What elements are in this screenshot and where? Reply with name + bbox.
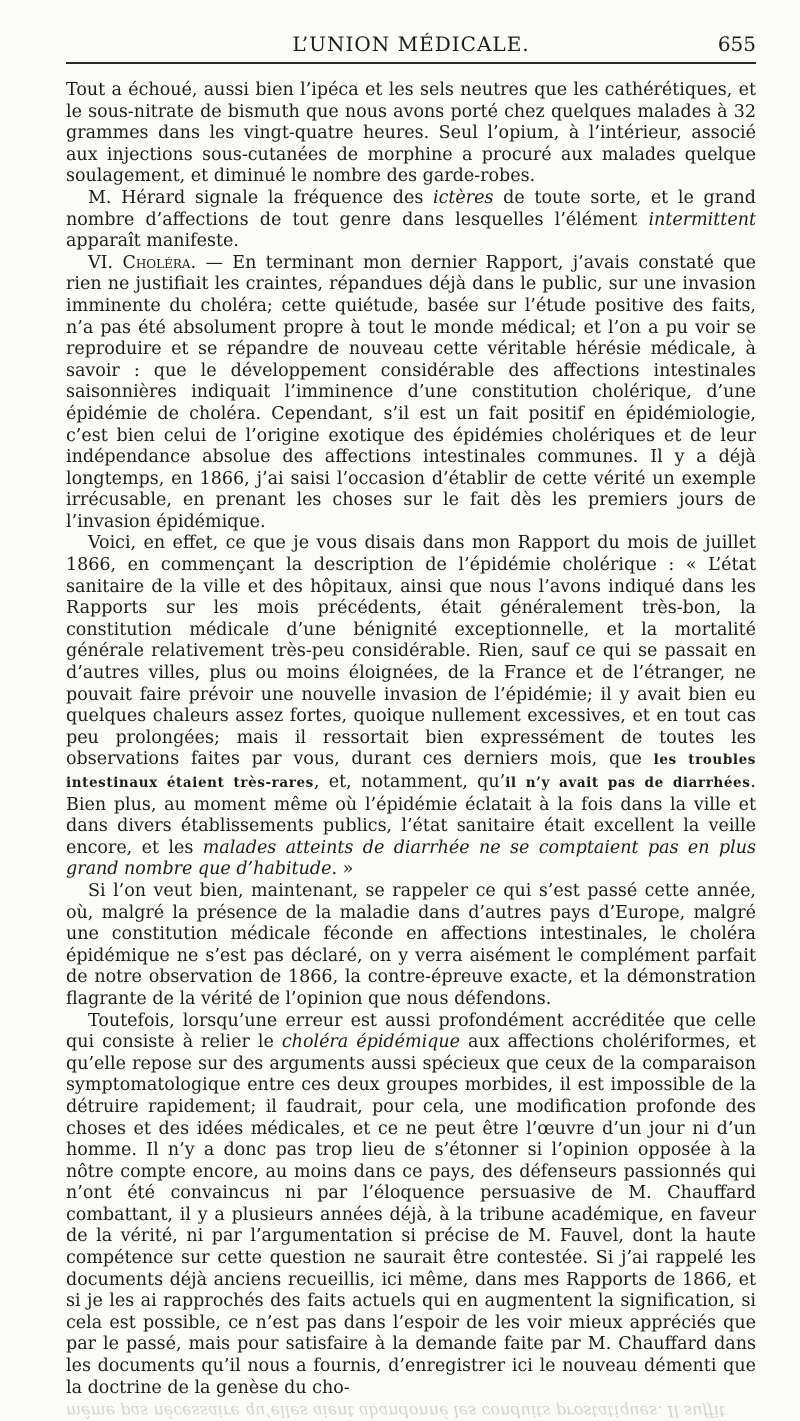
emphasis-intermittent: intermittent	[648, 209, 756, 230]
paragraph-cholera: VI. Choléra. — En terminant mon dernier Rapport, j’avais constaté que rien ne justifiait les craintes, répandues déjà dans le public, sur une invasion imminente du choléra; cette quiétude, basée sur l’étude positive des faits, n’a pas été absolument propre à tout le monde médical; et l’on a pu voir se reproduire et se répandre de nouveau cette véritable hérésie médicale, à savoir : que le développement considérable des affections intestinales saisonnières indiquait l’imminence d’une constitution cholérique, d’une épidémie de choléra. Cependant, s’il est un fait positif en épidémiologie, c’est bien celui de l’origine exotique des épidémies cholériques et de leur indépendance absolue des affections intestinales communes. Il y a déjà longtemps, en 1866, j’ai saisi l’occasion d’établir de cette vérité un exemple irrécusable, en prenant les choses sur le fait dès les premiers jours de l’invasion épidémique.	[66, 252, 756, 532]
section-number: VI.	[88, 252, 114, 273]
paragraph-herard: M. Hérard signale la fréquence des ictères de toute sorte, et le grand nombre d’affections de tout genre dans lesquelles l’élément intermittent apparaît manifeste.	[66, 187, 756, 252]
bleed-through-text: même pas nécessaire qu’elles aient abandonné les conduits prostatiques. Il suffit	[66, 1402, 726, 1421]
emphasis-cholera-epidemique: choléra épidémique	[281, 1032, 461, 1053]
paragraph-quote-1866: Voici, en effet, ce que je vous disais dans mon Rapport du mois de juillet 1866, en commençant la description de l’épidémie cholérique : « L’état sanitaire de la ville et des hôpitaux, ainsi que nous l’avons indiqué dans les Rapports sur les mois précédents, était généralement très-bon, la constitution médicale d’une bénignité exceptionnelle, et la mortalité générale relativement très-peu considérable. Rien, sauf ce qui se passait en d’autres villes, plus ou moins éloignées, de la France et de l’étranger, ne pouvait faire prévoir une nouvelle invasion de l’épidémie; il y avait bien eu quelques chaleurs assez fortes, quoique nullement excessives, et en tout cas peu prolongées; mais il ressortait bien expressément de toutes les observations faites par vous, durant ces derniers mois, que les troubles intestinaux étaient très-rares, et, notamment, qu’il n’y avait pas de diarrhées. Bien plus, au moment même où l’épidémie éclatait à la fois dans la ville et dans divers établissements publics, l’état sanitaire était excellent la veille encore, et les malades atteints de diarrhée ne se comptaient pas en plus grand nombre que d’habitude. »	[66, 533, 756, 880]
smallcaps-troubles: les troubles intestinaux étaient très-rares	[66, 752, 756, 791]
emphasis-icteres: ictères	[433, 187, 494, 208]
journal-title: L’UNION MÉDICALE.	[292, 32, 530, 56]
paragraph-treatment: Tout a échoué, aussi bien l’ipéca et les sels neutres que les cathérétiques, et le sous-nitrate de bismuth que nous avons porté chez quelques malades à 32 grammes dans les vingt-quatre heures. Seul l’opium, à l’intérieur, associé aux injections sous-cutanées de morphine a procuré aux malades quelque soulagement, et diminué le nombre des garde-robes.	[66, 80, 756, 187]
running-header	[66, 28, 756, 64]
paragraph-this-year: Si l’on veut bien, maintenant, se rappeler ce qui s’est passé cette année, où, malgré la présence de la maladie dans d’autres pays d’Europe, malgré une constitution médicale féconde en affections intestinales, le choléra épidémique ne s’est pas déclaré, on y verra aisément le complément parfait de notre observation de 1866, la contre-épreuve exacte, et la démonstration flagrante de la vérité de l’opinion que nous défendons.	[66, 880, 756, 1009]
paragraph-toutefois: Toutefois, lorsqu’une erreur est aussi profondément accréditée que celle qui consiste à relier le choléra épidémique aux affections cholériformes, et qu’elle repose sur des arguments aussi spécieux que ceux de la comparaison symptomatologique entre ces deux groupes morbides, il est impossible de la détruire rapidement; il faudrait, pour cela, une modification profonde des choses et des idées médicales, et ce ne peut être l’œuvre d’un jour ni d’un homme. Il n’y a donc pas trop lieu de s’étonner si l’opinion opposée à la nôtre compte encore, au moins dans ce pays, des défenseurs passionnés qui n’ont été convaincus ni par l’éloquence persuasive de M. Chauffard combattant, il y a plusieurs années déjà, à la tribune académique, en faveur de la vérité, ni par l’argumentation si précise de M. Fauvel, dont la haute compétence sur cette question ne saurait être contestée. Si j’ai rappelé les documents déjà anciens recueillis, ici même, dans mes Rapports de 1866, et si je les ai rapprochés des faits actuels qui en augmentent la signification, si cela est possible, ce n’est pas dans l’espoir de les voir mieux appréciés que par le passé, mais pour satisfaire à la demande faite par M. Chauffard dans les documents qu’il nous a fournis, d’enregistrer ici le nouveau démenti que la doctrine de la genèse du cho-	[66, 1010, 756, 1398]
section-heading: Choléra.	[122, 252, 197, 273]
article-body	[66, 80, 756, 1421]
page-number: 655	[717, 32, 756, 56]
emphasis-malades: malades atteints de diarrhée ne se comptaient pas en plus grand nombre que d’habitude	[66, 837, 756, 880]
smallcaps-diarrhees: il n’y avait pas de diarrhées	[505, 775, 751, 791]
